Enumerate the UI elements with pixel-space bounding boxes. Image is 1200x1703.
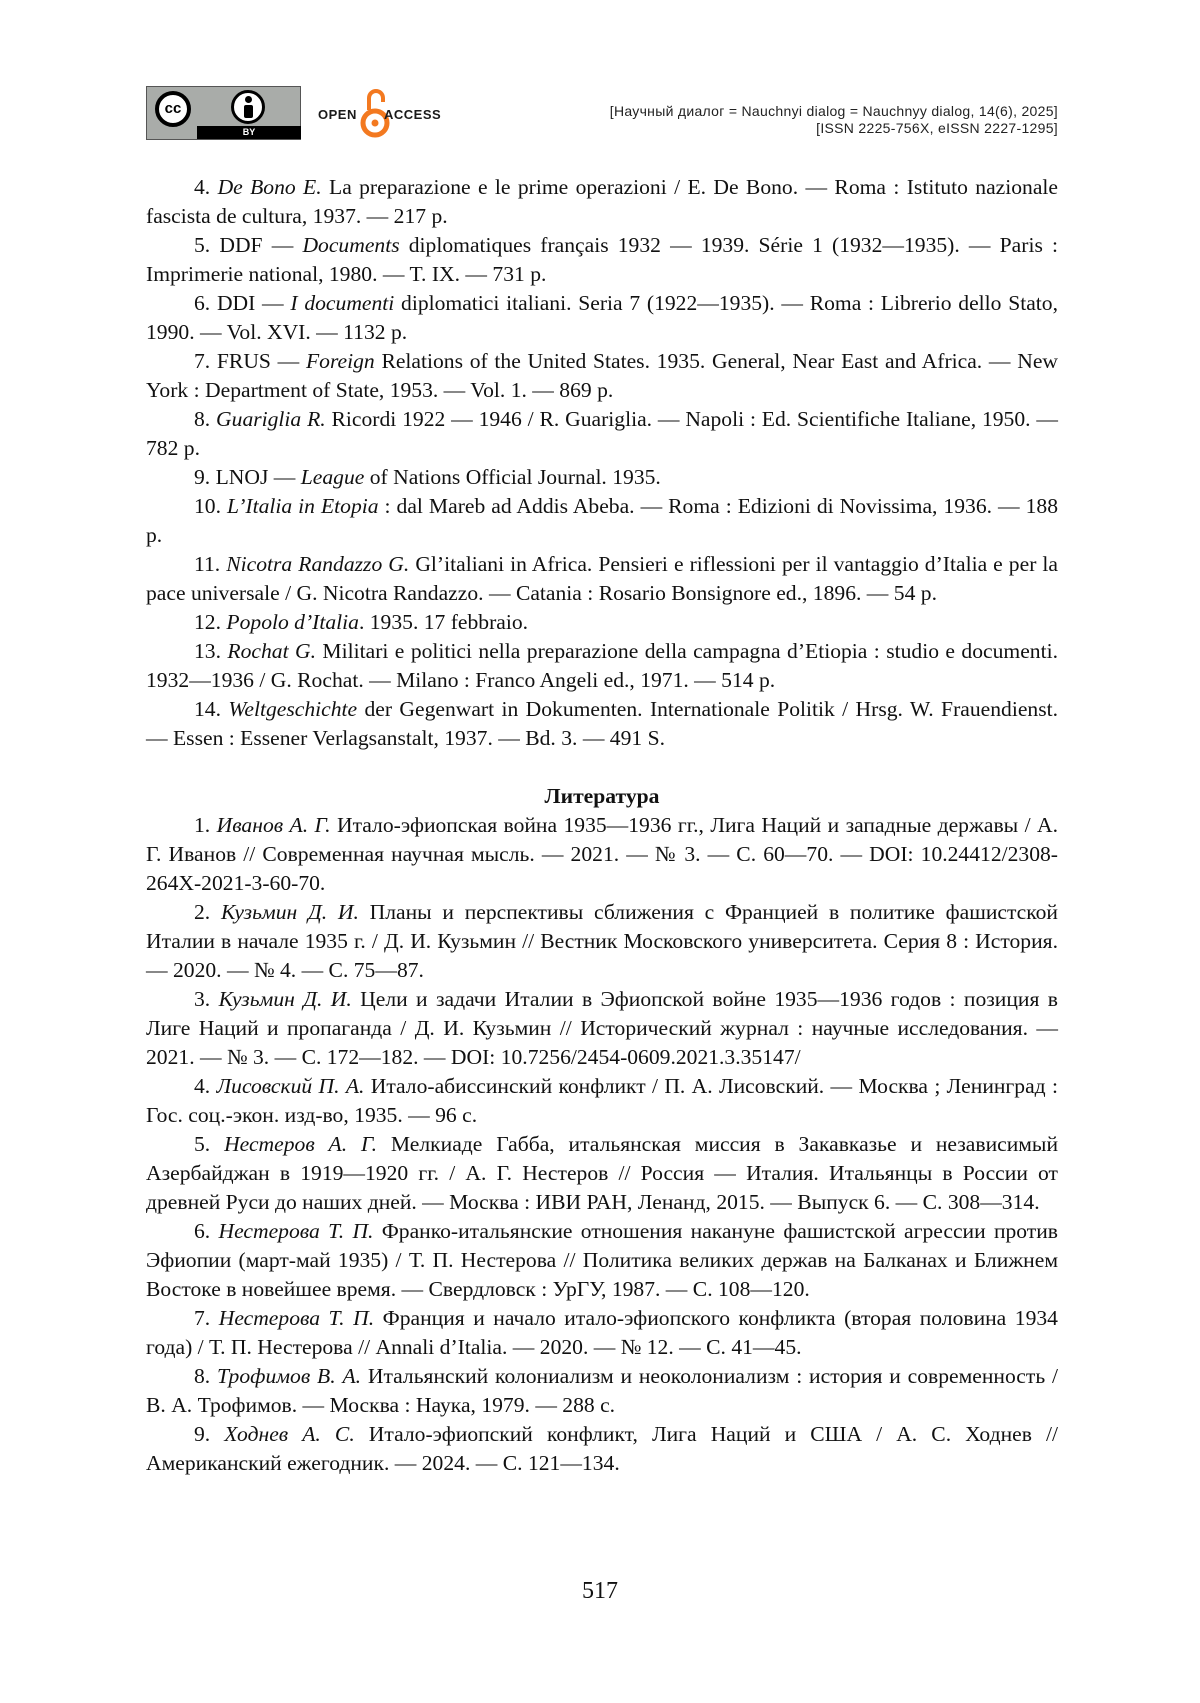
reference-number: 6. — [194, 1219, 211, 1243]
reference-details: diplomatiques français 1932 — 1939. Série 1 (1932—1935). — Paris : Imprimerie national, 1980. — T. IX. — 731 p. — [146, 233, 1058, 286]
sources-list — [146, 173, 1058, 753]
reference-author-title: Кузьмин Д. И. — [218, 987, 352, 1011]
open-label: OPEN — [318, 107, 357, 122]
reference-item — [146, 811, 1058, 898]
reference-author-title: Nicotra Randazzo G. — [226, 552, 410, 576]
reference-details: Ricordi 1922 — 1946 / R. Guariglia. — Napoli : Ed. Scientifiche Italiane, 1950. — 782 p. — [146, 407, 1058, 460]
reference-author-title: Ходнев А. С. — [224, 1422, 355, 1446]
reference-item — [146, 550, 1058, 608]
reference-author-title: Documents — [302, 233, 400, 257]
reference-author-title: Иванов А. Г. — [216, 813, 331, 837]
reference-item — [146, 637, 1058, 695]
reference-author-title: Foreign — [305, 349, 375, 373]
reference-item — [146, 492, 1058, 550]
reference-item — [146, 289, 1058, 347]
reference-item — [146, 347, 1058, 405]
reference-number: 12. — [194, 610, 221, 634]
reference-author-title: I documenti — [290, 291, 395, 315]
reference-number: 11. — [194, 552, 221, 576]
reference-author-title: L’Italia in Etopia — [227, 494, 379, 518]
page-number: 517 — [582, 1578, 618, 1604]
reference-item — [146, 463, 1058, 492]
reference-number: 5. — [194, 1132, 211, 1156]
reference-details: Итало-эфиопский конфликт, Лига Наций и США / А. С. Ходнев // Американский ежегодник. — 2024. — С. 121—134. — [146, 1422, 1058, 1475]
reference-number: 7. — [194, 1306, 211, 1330]
reference-author-title: Нестерова Т. П. — [218, 1306, 375, 1330]
reference-item — [146, 405, 1058, 463]
reference-number: 13. — [194, 639, 221, 663]
reference-details: Франко-итальянские отношения накануне фашистской агрессии против Эфиопии (март-май 1935) / Т. П. Нестерова // Политика великих держав на Балканах и Ближнем Востоке в новейшее время. — Свердловск : УрГУ, 1987. — С. 108—120. — [146, 1219, 1058, 1301]
citation-line-2: [ISSN 2225-756X, eISSN 2227-1295] — [816, 120, 1058, 136]
reference-author-title: Трофимов В. А. — [217, 1364, 362, 1388]
citation-line-1: [Научный диалог = Nauchnyi dialog = Nauchnyy dialog, 14(6), 2025] — [609, 103, 1058, 119]
reference-item — [146, 898, 1058, 985]
reference-item — [146, 231, 1058, 289]
reference-item — [146, 1420, 1058, 1478]
literature-heading: Литература — [544, 784, 660, 808]
reference-item — [146, 173, 1058, 231]
reference-number: 6. DDI — — [194, 291, 284, 315]
reference-number: 3. — [194, 987, 211, 1011]
access-label: ACCESS — [384, 107, 442, 122]
journal-citation — [610, 103, 1058, 137]
reference-details: La preparazione e le prime operazioni / E. De Bono. — Roma : Istituto nazionale fascista de cultura, 1937. — 217 p. — [146, 175, 1058, 228]
reference-author-title: De Bono E. — [217, 175, 322, 199]
reference-author-title: Guariglia R. — [216, 407, 326, 431]
reference-details: . 1935. 17 febbraio. — [358, 610, 529, 634]
reference-details: Цели и задачи Италии в Эфиопской войне 1935—1936 годов : позиция в Лиге Наций и пропаганда / Д. И. Кузьмин // Исторический журнал : научные исследования. — 2021. — № 3. — С. 172—182. — DOI: 10.7256/2454-0609.2021.3.35147/ — [146, 987, 1058, 1069]
reference-number: 4. — [194, 1074, 211, 1098]
reference-number: 9. LNOJ — — [194, 465, 296, 489]
reference-author-title: Кузьмин Д. И. — [220, 900, 359, 924]
reference-author-title: Weltgeschichte — [228, 697, 358, 721]
reference-details: Франция и начало итало-эфиопского конфликта (вторая половина 1934 года) / Т. П. Нестерова // Annali d’Italia. — 2020. — № 12. — С. 41—45. — [146, 1306, 1058, 1359]
reference-details: of Nations Official Journal. 1935. — [364, 465, 661, 489]
reference-author-title: Нестеров А. Г. — [224, 1132, 378, 1156]
reference-details: diplomatici italiani. Seria 7 (1922—1935). — Roma : Librerio dello Stato, 1990. — Vol. XVI. — 1132 p. — [146, 291, 1058, 344]
reference-details: Militari e politici nella preparazione della campagna d’Etiopia : studio e documenti. 1932—1936 / G. Rochat. — Milano : Franco Angeli ed., 1971. — 514 p. — [146, 639, 1058, 692]
cc-by-license-badge[interactable] — [146, 86, 301, 140]
reference-details: Итальянский колониализм и неоколониализм : история и современность / В. А. Трофимов. — Москва : Наука, 1979. — 288 с. — [146, 1364, 1058, 1417]
reference-number: 5. DDF — — [194, 233, 294, 257]
reference-author-title: Нестерова Т. П. — [218, 1219, 374, 1243]
reference-item — [146, 695, 1058, 753]
reference-number: 14. — [194, 697, 221, 721]
reference-number: 10. — [194, 494, 221, 518]
reference-author-title: Popolo d’Italia — [226, 610, 359, 634]
reference-details: Мелкиаде Габба, итальянская миссия в Закавказье и независимый Азербайджан в 1919—1920 гг. / А. Г. Нестеров // Россия — Италия. Итальянцы в России от древней Руси до наших дней. — Москва : ИВИ РАН, Ленанд, 2015. — Выпуск 6. — С. 308—314. — [146, 1132, 1058, 1214]
reference-number: 8. — [194, 1364, 211, 1388]
page-header — [146, 86, 1058, 142]
reference-item — [146, 1072, 1058, 1130]
reference-details: Gl’italiani in Africa. Pensieri e riflessioni per il vantaggio d’Italia e per la pace universale / G. Nicotra Randazzo. — Catania : Rosario Bonsignore ed., 1896. — 54 p. — [146, 552, 1058, 605]
reference-number: 2. — [194, 900, 211, 924]
open-access-logo — [318, 86, 468, 140]
literature-list — [146, 811, 1058, 1478]
reference-details: der Gegenwart in Dokumenten. Internationale Politik / Hrsg. W. Frauendienst. — Essen : Essener Verlagsanstalt, 1937. — Bd. 3. — 491 S. — [146, 697, 1058, 750]
reference-number: 9. — [194, 1422, 211, 1446]
reference-number: 7. FRUS — — [194, 349, 300, 373]
attribution-person-icon — [231, 90, 265, 124]
reference-author-title: League — [300, 465, 365, 489]
reference-item — [146, 1304, 1058, 1362]
reference-number: 4. — [194, 175, 211, 199]
reference-author-title: Rochat G. — [227, 639, 316, 663]
cc-icon: cc — [155, 91, 191, 127]
reference-details: : dal Mareb ad Addis Abeba. — Roma : Edizioni di Novissima, 1936. — 188 p. — [146, 494, 1058, 547]
license-by-label: BY — [197, 126, 301, 139]
reference-item — [146, 1130, 1058, 1217]
reference-item — [146, 1217, 1058, 1304]
reference-item — [146, 608, 1058, 637]
reference-details: Планы и перспективы сближения с Францией в политике фашистской Италии в начале 1935 г. / Д. И. Кузьмин // Вестник Московского университета. Серия 8 : История. — 2020. — № 4. — С. 75—87. — [146, 900, 1058, 982]
reference-number: 8. — [194, 407, 211, 431]
body-content — [146, 173, 1058, 1478]
reference-details: Итало-абиссинский конфликт / П. А. Лисовский. — Москва ; Ленинград : Гос. соц.-экон. изд-во, 1935. — 96 с. — [146, 1074, 1058, 1127]
reference-details: Итало-эфиопская война 1935—1936 гг., Лига Наций и западные державы / А. Г. Иванов // Современная научная мысль. — 2021. — № 3. — С. 60—70. — DOI: 10.24412/2308-264X-2021-3-60-70. — [146, 813, 1058, 895]
reference-item — [146, 1362, 1058, 1420]
reference-number: 1. — [194, 813, 211, 837]
reference-details: Relations of the United States. 1935. General, Near East and Africa. — New York : Department of State, 1953. — Vol. 1. — 869 p. — [146, 349, 1058, 402]
reference-item — [146, 985, 1058, 1072]
reference-author-title: Лисовский П. А. — [216, 1074, 365, 1098]
